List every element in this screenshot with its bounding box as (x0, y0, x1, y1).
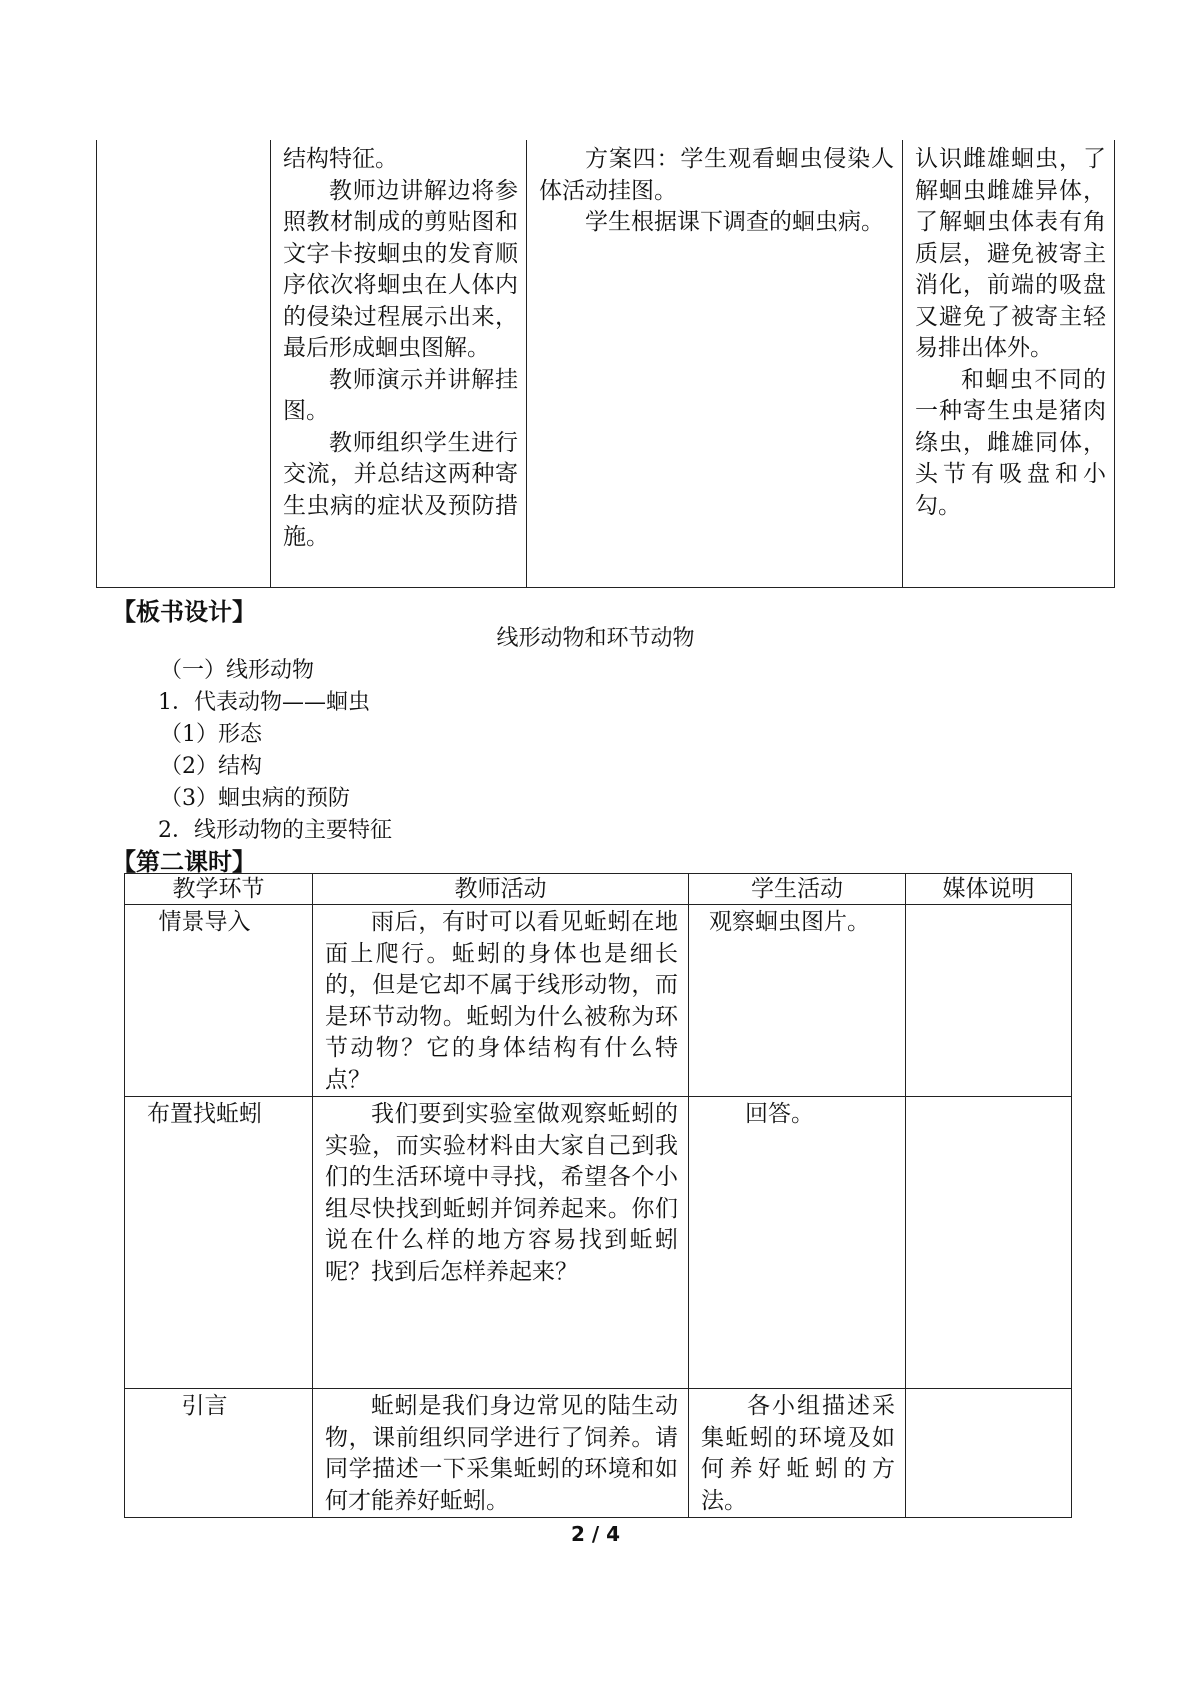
paragraph: 雨后，有时可以看见蚯蚓在地面上爬行。蚯蚓的身体也是细长的，但是它却不属于线形动物，而是环节动物。蚯蚓为什么被称为环节动物？它的身体结构有什么特点？ (325, 909, 678, 1093)
paragraph: 方案四：学生观看蛔虫侵染人体活动挂图。 (539, 146, 894, 204)
outline-item: （3）蛔虫病的预防 (160, 786, 350, 811)
paragraph: 教师边讲解边将参照教材制成的剪贴图和文字卡按蛔虫的发育顺序依次将蛔虫在人体内的侵染过程展示出来，最后形成蛔虫图解。 (283, 177, 518, 361)
table-row (125, 1389, 1072, 1518)
paragraph: 认识雌雄蛔虫，了解蛔虫雌雄异体，了解蛔虫体表有角质层，避免被寄主消化，前端的吸盘又避免了被寄主轻易排出体外。 (915, 146, 1106, 361)
student-activity-cell (689, 1097, 906, 1389)
paragraph: 结构特征。 (283, 146, 398, 172)
outline-item: 1．代表动物——蛔虫 (158, 690, 370, 715)
stage-cell (97, 140, 271, 588)
paragraph: 回答。 (745, 1101, 814, 1127)
paragraph: 和蛔虫不同的一种寄生虫是猪肉绦虫，雌雄同体，头节有吸盘和小勾。 (915, 366, 1106, 519)
table-row (97, 140, 1115, 588)
student-activity-cell (689, 1389, 906, 1518)
page-number: 2 / 4 (570, 1522, 621, 1546)
outline-item: （2）结构 (160, 754, 262, 779)
media-note-cell (906, 1389, 1072, 1518)
teacher-activity-cell (313, 905, 689, 1097)
stage-cell: 情景导入 (125, 905, 313, 1097)
outline-item: （1）形态 (160, 722, 262, 747)
column-header: 媒体说明 (906, 874, 1072, 905)
board-design-heading: 【板书设计】 (112, 598, 256, 626)
paragraph: 蚯蚓是我们身边常见的陆生动物，课前组织同学进行了饲养。请同学描述一下采集蚯蚓的环境和如何才能养好蚯蚓。 (325, 1393, 678, 1514)
outline-item: 2．线形动物的主要特征 (158, 818, 392, 843)
paragraph: 教师演示并讲解挂图。 (283, 366, 518, 424)
media-note-cell (906, 1097, 1072, 1389)
column-header: 学生活动 (689, 874, 906, 905)
stage-cell: 布置找蚯蚓 (125, 1097, 313, 1389)
continued-lesson-table (96, 140, 1115, 588)
teacher-activity-cell (271, 140, 527, 588)
paragraph: 各小组描述采集蚯蚓的环境及如何养好蚯蚓的方法。 (701, 1393, 895, 1514)
second-lesson-table (124, 873, 1072, 1518)
paragraph: 学生根据课下调查的蛔虫病。 (585, 209, 884, 235)
paragraph: 观察蛔虫图片。 (709, 909, 870, 935)
table-row (125, 905, 1072, 1097)
media-note-cell (903, 140, 1115, 588)
paragraph: 教师组织学生进行交流，并总结这两种寄生虫病的症状及预防措施。 (283, 429, 518, 550)
table-row (125, 1097, 1072, 1389)
media-note-cell (906, 905, 1072, 1097)
student-activity-cell (689, 905, 906, 1097)
stage-cell: 引言 (125, 1389, 313, 1518)
board-design-title: 线形动物和环节动物 (496, 626, 695, 651)
teacher-activity-cell (313, 1097, 689, 1389)
outline-item: （一）线形动物 (160, 658, 315, 683)
column-header: 教学环节 (125, 874, 313, 905)
column-header: 教师活动 (313, 874, 689, 905)
table-header-row (125, 874, 1072, 905)
paragraph: 我们要到实验室做观察蚯蚓的实验，而实验材料由大家自己到我们的生活环境中寻找，希望各个小组尽快找到蚯蚓并饲养起来。你们说在什么样的地方容易找到蚯蚓呢？找到后怎样养起来？ (325, 1101, 678, 1285)
second-lesson-heading: 【第二课时】 (112, 848, 256, 876)
student-activity-cell (527, 140, 903, 588)
teacher-activity-cell (313, 1389, 689, 1518)
